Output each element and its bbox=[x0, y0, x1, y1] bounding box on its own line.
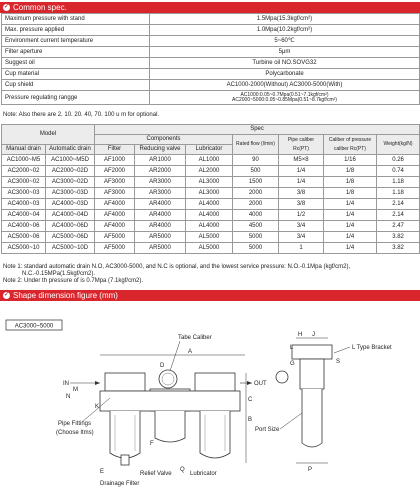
label-choose-itms: (Choose Itms) bbox=[56, 430, 94, 436]
label-port-size: Port Size bbox=[255, 427, 280, 433]
cell-pipe-caliber: 1 bbox=[279, 243, 324, 254]
cell-pipe-caliber: 1/4 bbox=[279, 166, 324, 177]
note-pressure: Note 2: Under th pressure of is 0.7Mpa (7.1kgf/cm2). bbox=[3, 278, 144, 284]
cell-rated-flow: 5000 bbox=[233, 243, 279, 254]
spec-value: AC1000-2000(Without) AC3000-5000(With) bbox=[150, 80, 420, 91]
cell-manual-drain: AC4000~03 bbox=[2, 199, 46, 210]
cell-manual-drain: AC1000~M5 bbox=[2, 155, 46, 166]
cell-pipe-caliber: M5×8 bbox=[279, 155, 324, 166]
cell-pipe-caliber: 3/4 bbox=[279, 232, 324, 243]
cell-filter: AF4000 bbox=[95, 199, 135, 210]
header-reducing-valve: Reducing valve bbox=[135, 145, 186, 155]
cell-lubricator: AL1000 bbox=[186, 155, 233, 166]
cell-gauge-caliber: 1/4 bbox=[324, 243, 377, 254]
dim-label-j: J bbox=[312, 332, 315, 338]
spec-value: 1.0Mpa(10.2kgf/cm²) bbox=[150, 25, 420, 36]
header-pipe-caliber: Pipe caliber Rc(PT) bbox=[279, 135, 324, 155]
cell-reducing-valve: AR1000 bbox=[135, 155, 186, 166]
dim-label-h: H bbox=[298, 332, 303, 338]
header-components: Components bbox=[95, 135, 233, 145]
dim-label-e: E bbox=[100, 469, 105, 475]
cell-lubricator: AL4000 bbox=[186, 199, 233, 210]
spec-label: Cup material bbox=[2, 69, 150, 80]
cell-weight: 0.74 bbox=[377, 166, 420, 177]
dim-label-n: N bbox=[66, 394, 71, 400]
cell-pipe-caliber: 1/4 bbox=[279, 177, 324, 188]
table-row bbox=[2, 188, 420, 199]
drain-valve bbox=[121, 455, 129, 465]
cell-manual-drain: AC4000~06 bbox=[2, 221, 46, 232]
header-spec: Spec bbox=[95, 125, 420, 135]
cell-gauge-caliber: 1/8 bbox=[324, 166, 377, 177]
spec-value: 1.5Mpa(15.3kgf/cm²) bbox=[150, 14, 420, 25]
connector-block bbox=[100, 391, 240, 411]
note-drain-2: N.C.-0.15MPa(1.5kgf/cm2). bbox=[22, 271, 96, 277]
label-l-type-bracket: L Type Bracket bbox=[352, 345, 392, 351]
dim-label-a: A bbox=[188, 349, 193, 355]
cell-pipe-caliber: 1/2 bbox=[279, 210, 324, 221]
pressure-gauge bbox=[159, 370, 177, 388]
header-lubricator: Lubricator bbox=[186, 145, 233, 155]
cell-reducing-valve: AR5000 bbox=[135, 243, 186, 254]
cell-filter: AF3000 bbox=[95, 188, 135, 199]
side-bowl bbox=[302, 389, 322, 447]
filter-bowl bbox=[110, 411, 140, 458]
spec-label: Maximum pressure with stand bbox=[2, 14, 150, 25]
cell-rated-flow: 1500 bbox=[233, 177, 279, 188]
spec-label: Pressure regulating rangge bbox=[2, 91, 150, 105]
header-model: Model bbox=[2, 125, 95, 145]
section-title: Common spec. bbox=[13, 3, 67, 12]
cell-weight: 2.47 bbox=[377, 221, 420, 232]
spec-value: Turbine oil NO.SOVG32 bbox=[150, 58, 420, 69]
filter-head bbox=[105, 373, 145, 391]
cell-filter: AF4000 bbox=[95, 210, 135, 221]
dim-label-d: D bbox=[160, 363, 165, 369]
cell-reducing-valve: AR4000 bbox=[135, 221, 186, 232]
cell-filter: AF2000 bbox=[95, 166, 135, 177]
bullet-icon: ✓ bbox=[3, 292, 10, 298]
lubricator-bowl bbox=[200, 411, 230, 458]
cell-automatic-drain: AC4000~06D bbox=[46, 221, 95, 232]
cell-weight: 2.14 bbox=[377, 210, 420, 221]
cell-automatic-drain: AC3000~03D bbox=[46, 188, 95, 199]
dim-label-q: Q bbox=[180, 467, 185, 473]
cell-manual-drain: AC3000~03 bbox=[2, 188, 46, 199]
dim-label-m: M bbox=[73, 387, 78, 393]
cell-rated-flow: 500 bbox=[233, 166, 279, 177]
cell-manual-drain: AC2000~02 bbox=[2, 166, 46, 177]
cell-lubricator: AL5000 bbox=[186, 243, 233, 254]
table-row bbox=[2, 232, 420, 243]
cell-automatic-drain: AC2000~02D bbox=[46, 166, 95, 177]
cell-lubricator: AL3000 bbox=[186, 177, 233, 188]
model-tag: AC3000~5000 bbox=[14, 323, 54, 330]
cell-reducing-valve: AR3000 bbox=[135, 188, 186, 199]
label-in: IN bbox=[63, 381, 69, 387]
table-row bbox=[2, 210, 420, 221]
dim-label-f: F bbox=[150, 441, 154, 447]
cell-gauge-caliber: 1/16 bbox=[324, 155, 377, 166]
side-bracket-top bbox=[292, 345, 332, 359]
header-gauge-caliber: Caliber of pressure caliber Rc(PT) bbox=[324, 135, 377, 155]
common-spec-row bbox=[2, 36, 420, 47]
cell-reducing-valve: AR2000 bbox=[135, 166, 186, 177]
label-pipe-fittings: Pipe Fittings bbox=[58, 421, 92, 427]
side-gauge bbox=[276, 371, 288, 383]
cell-automatic-drain: AC4000~04D bbox=[46, 210, 95, 221]
spec-value: 5~60℃ bbox=[150, 36, 420, 47]
label-drainage-filter: Drainage Filter bbox=[100, 481, 140, 487]
label-out: OUT bbox=[254, 381, 267, 387]
pressure-range-line: AC1000:0.05~0.7Mpa(0.51~7.1kgf/cm²) bbox=[240, 91, 329, 98]
dim-label-c: C bbox=[248, 397, 253, 403]
common-spec-row bbox=[2, 69, 420, 80]
cell-automatic-drain: AC5000~06D bbox=[46, 232, 95, 243]
cell-lubricator: AL2000 bbox=[186, 166, 233, 177]
dim-label-l: L bbox=[290, 345, 294, 351]
cell-weight: 1.18 bbox=[377, 188, 420, 199]
section-header-shape-dimension bbox=[0, 290, 420, 301]
regulator-body bbox=[155, 411, 185, 442]
cell-filter: AF1000 bbox=[95, 155, 135, 166]
spec-label: Environment current temperature bbox=[2, 36, 150, 47]
spec-label: Max. pressure applied bbox=[2, 25, 150, 36]
spec-label: Filter aperture bbox=[2, 47, 150, 58]
note-optional-filter: Note: Also there are 2. 10. 20. 40, 70. 100 u m for optional. bbox=[3, 112, 160, 118]
cell-gauge-caliber: 1/8 bbox=[324, 188, 377, 199]
cell-rated-flow: 4000 bbox=[233, 210, 279, 221]
cell-reducing-valve: AR5000 bbox=[135, 232, 186, 243]
cell-lubricator: AL3000 bbox=[186, 188, 233, 199]
common-spec-row bbox=[2, 91, 420, 105]
cell-weight: 0.26 bbox=[377, 155, 420, 166]
cell-pipe-caliber: 3/8 bbox=[279, 199, 324, 210]
spec-label: Suggest oil bbox=[2, 58, 150, 69]
table-row bbox=[2, 199, 420, 210]
cell-filter: AF5000 bbox=[95, 243, 135, 254]
table-row bbox=[2, 166, 420, 177]
cell-rated-flow: 90 bbox=[233, 155, 279, 166]
cell-rated-flow: 4500 bbox=[233, 221, 279, 232]
table-row bbox=[2, 177, 420, 188]
dim-label-g: G bbox=[290, 361, 295, 367]
dim-label-b: B bbox=[248, 417, 253, 423]
cell-gauge-caliber: 1/4 bbox=[324, 210, 377, 221]
common-spec-table bbox=[1, 13, 420, 105]
dim-label-s: S bbox=[336, 359, 341, 365]
common-spec-row bbox=[2, 47, 420, 58]
cell-automatic-drain: AC3000~02D bbox=[46, 177, 95, 188]
spec-value bbox=[150, 91, 420, 105]
cell-gauge-caliber: 1/4 bbox=[324, 232, 377, 243]
common-spec-row bbox=[2, 14, 420, 25]
cell-lubricator: AL4000 bbox=[186, 210, 233, 221]
shape-dimension-figure bbox=[0, 303, 420, 488]
cell-rated-flow: 2000 bbox=[233, 199, 279, 210]
cell-reducing-valve: AR3000 bbox=[135, 177, 186, 188]
cell-filter: AF4000 bbox=[95, 221, 135, 232]
table-row bbox=[2, 221, 420, 232]
cell-reducing-valve: AR4000 bbox=[135, 199, 186, 210]
dim-label-p: P bbox=[308, 467, 313, 473]
common-spec-row bbox=[2, 25, 420, 36]
cell-manual-drain: AC5000~10 bbox=[2, 243, 46, 254]
cell-filter: AF5000 bbox=[95, 232, 135, 243]
cell-automatic-drain: AC4000~03D bbox=[46, 199, 95, 210]
cell-manual-drain: AC4000~04 bbox=[2, 210, 46, 221]
cell-lubricator: AL5000 bbox=[186, 232, 233, 243]
cell-weight: 3.82 bbox=[377, 243, 420, 254]
spec-value: Polycarbonate bbox=[150, 69, 420, 80]
cell-manual-drain: AC3000~02 bbox=[2, 177, 46, 188]
bullet-icon: ✓ bbox=[3, 4, 10, 10]
pressure-range-line: AC2000~5000:0.05~0.85Mpa(0.51~8.7kgf/cm²) bbox=[232, 96, 337, 103]
header-weight: Weight(kg/N) bbox=[377, 135, 420, 155]
cell-filter: AF3000 bbox=[95, 177, 135, 188]
spec-value: 5μm bbox=[150, 47, 420, 58]
side-view bbox=[276, 345, 332, 447]
cell-weight: 2.14 bbox=[377, 199, 420, 210]
note-drain-1: Note 1: standard automatic drain N.O, AC3000-5000, and N.C is optional, and the lowest service pressure: N.O.-0.1Mpa (kgf/cm2), bbox=[3, 264, 351, 270]
table-row bbox=[2, 243, 420, 254]
cell-lubricator: AL4000 bbox=[186, 221, 233, 232]
cell-gauge-caliber: 1/4 bbox=[324, 221, 377, 232]
section-title: Shape dimension figure (mm) bbox=[13, 291, 118, 300]
table-row bbox=[2, 155, 420, 166]
cell-pipe-caliber: 3/4 bbox=[279, 221, 324, 232]
label-tabe-caliber: Tabe Caliber bbox=[178, 335, 212, 341]
header-manual-drain: Manual drain bbox=[2, 145, 46, 155]
side-head bbox=[300, 359, 324, 389]
header-rated-flow: Rated flow (l/min) bbox=[233, 135, 279, 155]
header-automatic-drain: Automatic drain bbox=[46, 145, 95, 155]
label-lubricator: Lubricator bbox=[190, 471, 217, 477]
common-spec-row bbox=[2, 80, 420, 91]
cell-manual-drain: AC5000~06 bbox=[2, 232, 46, 243]
section-header-common-spec bbox=[0, 2, 420, 13]
cell-pipe-caliber: 3/8 bbox=[279, 188, 324, 199]
cell-reducing-valve: AR4000 bbox=[135, 210, 186, 221]
common-spec-row bbox=[2, 58, 420, 69]
cell-gauge-caliber: 1/4 bbox=[324, 199, 377, 210]
cell-weight: 1.18 bbox=[377, 177, 420, 188]
cell-rated-flow: 2000 bbox=[233, 188, 279, 199]
cell-gauge-caliber: 1/8 bbox=[324, 177, 377, 188]
cell-automatic-drain: AC1000~M5D bbox=[46, 155, 95, 166]
label-relief-valve: Relief Valve bbox=[140, 471, 172, 477]
model-spec-table bbox=[1, 124, 420, 254]
lubricator-head bbox=[195, 373, 235, 391]
spec-label: Cup shield bbox=[2, 80, 150, 91]
cell-weight: 3.82 bbox=[377, 232, 420, 243]
cell-automatic-drain: AC5000~10D bbox=[46, 243, 95, 254]
dim-label-k: K bbox=[95, 404, 100, 410]
header-filter: Filter bbox=[95, 145, 135, 155]
cell-rated-flow: 5000 bbox=[233, 232, 279, 243]
